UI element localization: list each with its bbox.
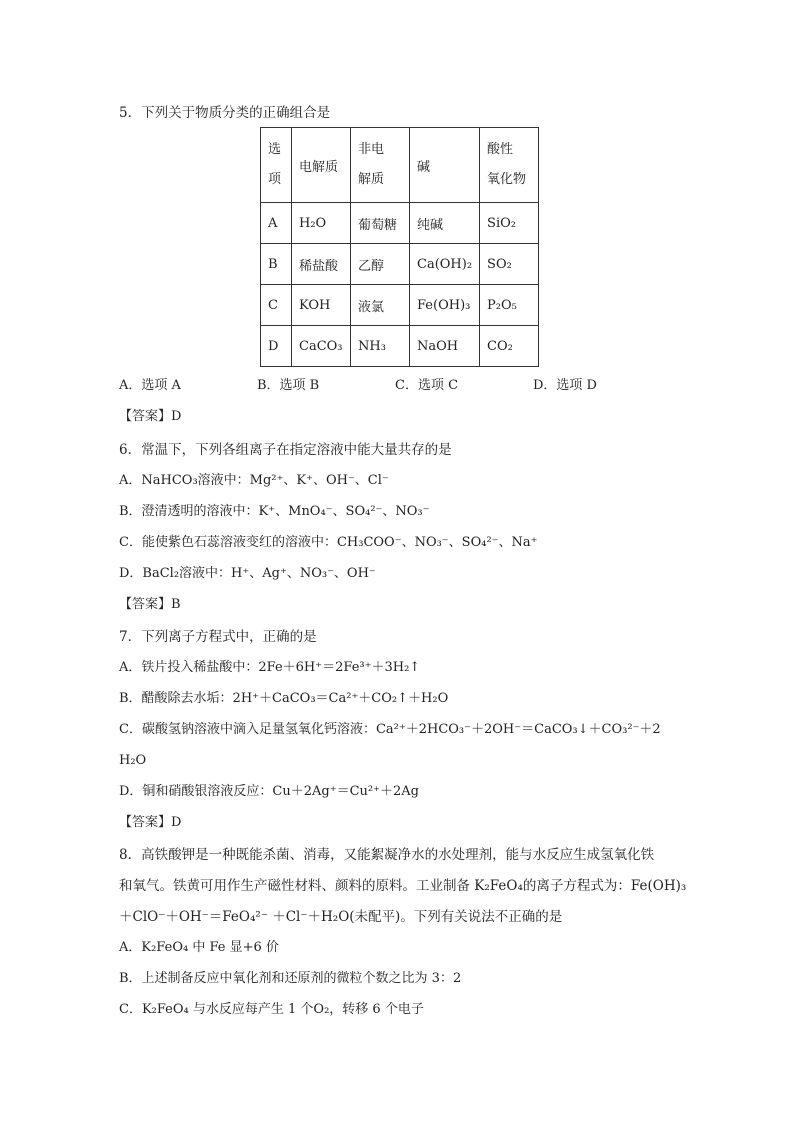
table-cell: Fe(OH)₃ (410, 285, 480, 326)
table-cell: SiO₂ (480, 203, 539, 244)
q7-option-b: B．醋酸除去水垢：2H⁺＋CaCO₃＝Ca²⁺＋CO₂↑＋H₂O (119, 691, 449, 706)
table-cell: D (261, 326, 292, 367)
q5-option-b: B．选项 B (257, 378, 320, 393)
q6-stem: 6．常温下，下列各组离子在指定溶液中能大量共存的是 (119, 442, 452, 458)
table-cell: 液氯 (351, 285, 410, 326)
classification-table (260, 127, 539, 367)
q8-option-b: B．上述制备反应中氧化剂和还原剂的微粒个数之比为 3：2 (119, 971, 462, 986)
q6-option-d: D．BaCl₂溶液中：H⁺、Ag⁺、NO₃⁻、OH⁻ (119, 566, 376, 581)
table-cell: CO₂ (480, 326, 539, 367)
q5-stem: 5．下列关于物质分类的正确组合是 (119, 105, 331, 121)
table-cell: 乙醇 (351, 244, 410, 285)
table-cell: NaOH (410, 326, 480, 367)
q8-option-c: C．K₂FeO₄ 与水反应每产生 1 个O₂，转移 6 个电子 (119, 1002, 424, 1017)
header-cell-option (261, 128, 292, 203)
table-cell: A (261, 203, 292, 244)
table-cell: P₂O₅ (480, 285, 539, 326)
table-cell: C (261, 285, 292, 326)
q6-option-b: B．澄清透明的溶液中：K⁺、MnO₄⁻、SO₄²⁻、NO₃⁻ (119, 504, 430, 519)
q7-option-a: A．铁片投入稀盐酸中：2Fe＋6H⁺＝2Fe³⁺＋3H₂↑ (119, 660, 421, 675)
header-text: 选 (268, 142, 282, 157)
q5-option-a: A．选项 A (119, 378, 181, 393)
q5-option-c: C．选项 C (395, 378, 459, 393)
q6-answer: 【答案】B (119, 597, 181, 612)
table-cell: NH₃ (351, 326, 410, 367)
header-text: 项 (268, 172, 282, 187)
table-row (261, 326, 539, 367)
table-cell: KOH (292, 285, 351, 326)
table-cell: 纯碱 (410, 203, 480, 244)
header-cell-electrolyte: 电解质 (292, 128, 351, 203)
table-header-row (261, 128, 539, 203)
q8-option-a: A．K₂FeO₄ 中 Fe 显+6 价 (119, 940, 279, 955)
header-text: 氧化物 (487, 172, 527, 187)
table-cell: H₂O (292, 203, 351, 244)
header-cell-base: 碱 (410, 128, 480, 203)
q5-answer: 【答案】D (119, 409, 182, 424)
table-cell: CaCO₃ (292, 326, 351, 367)
table-row (261, 203, 539, 244)
header-cell-acidic-oxide (480, 128, 539, 203)
header-text: 解质 (358, 172, 385, 187)
q7-option-c: C．碳酸氢钠溶液中滴入足量氢氧化钙溶液：Ca²⁺＋2HCO₃⁻＋2OH⁻＝CaCO₃↓＋CO₃²⁻＋2 (119, 722, 661, 737)
q8-stem-line1: 8．高铁酸钾是一种既能杀菌、消毒，又能絮凝净水的水处理剂，能与水反应生成氢氧化铁 (119, 847, 655, 863)
q5-option-d: D．选项 D (533, 378, 597, 393)
q7-option-d: D．铜和硝酸银溶液反应：Cu＋2Ag⁺＝Cu²⁺＋2Ag (119, 784, 419, 799)
q7-option-c-cont: H₂O (119, 753, 147, 768)
q8-stem-line2: 和氧气。铁黄可用作生产磁性材料、颜料的原料。工业制备 K₂FeO₄的离子方程式为：Fe(OH)₃ (119, 878, 687, 894)
table-cell: SO₂ (480, 244, 539, 285)
table-cell: B (261, 244, 292, 285)
q6-option-a: A．NaHCO₃溶液中：Mg²⁺、K⁺、OH⁻、Cl⁻ (119, 473, 389, 488)
q6-option-c: C．能使紫色石蕊溶液变红的溶液中：CH₃COO⁻、NO₃⁻、SO₄²⁻、Na⁺ (119, 535, 538, 550)
q8-stem-line3: ＋ClO⁻＋OH⁻＝FeO₄²⁻ ＋Cl⁻＋H₂O(未配平)。下列有关说法不正确的是 (119, 909, 563, 925)
table-cell: 稀盐酸 (292, 244, 351, 285)
q7-answer: 【答案】D (119, 815, 182, 830)
table-cell: 葡萄糖 (351, 203, 410, 244)
q7-stem: 7．下列离子方程式中，正确的是 (119, 629, 317, 645)
header-text: 酸性 (487, 142, 514, 157)
table-row (261, 285, 539, 326)
table-row (261, 244, 539, 285)
header-text: 非电 (358, 142, 385, 157)
table-cell: Ca(OH)₂ (410, 244, 480, 285)
header-cell-nonelectrolyte (351, 128, 410, 203)
